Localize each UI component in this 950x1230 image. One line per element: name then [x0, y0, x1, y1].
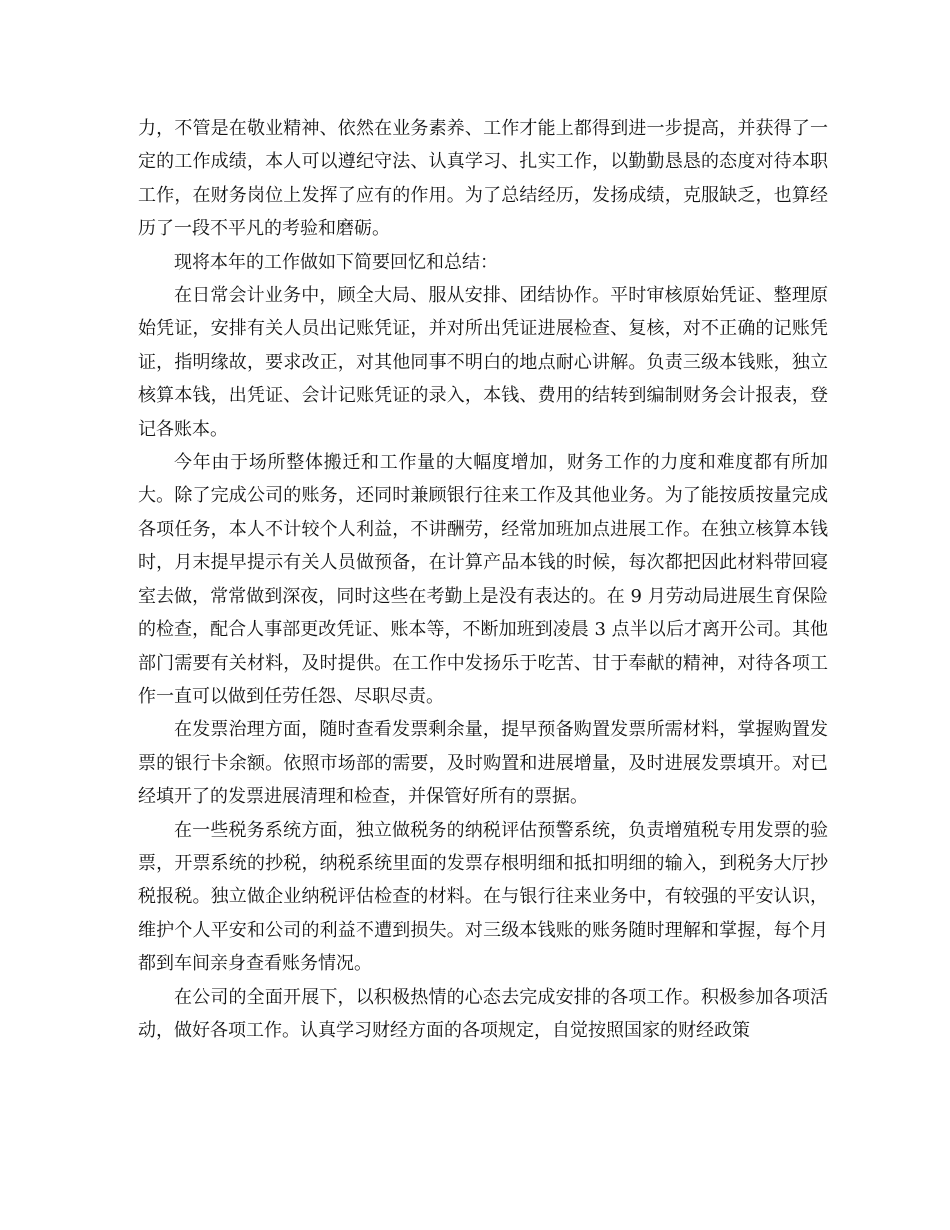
paragraph-continuation: 力，不管是在敬业精神、依然在业务素养、工作才能上都得到进一步提高，并获得了一定的工作成绩，本人可以遵纪守法、认真学习、扎实工作，以勤勤恳恳的态度对待本职工作，在财务岗位上发挥了应有的作用。为了总结经历，发扬成绩，克服缺乏，也算经历了一段不平凡的考验和磨砺。 — [138, 118, 828, 240]
paragraph-daily-accounting: 在日常会计业务中，顾全大局、服从安排、团结协作。平时审核原始凭证、整理原始凭证，安排有关人员出记账凭证，并对所出凭证进展检查、复核，对不正确的记账凭证，指明缘故，要求改正，对其他同事不明白的地点耐心讲解。负责三级本钱账，独立核算本钱，出凭证、会计记账凭证的录入，本钱、费用的结转到编制财务会计报表，登记各账本。 — [138, 285, 828, 440]
paragraph-company-development: 在公司的全面开展下，以积极热情的心态去完成安排的各项工作。积极参加各项活动，做好各项工作。认真学习财经方面的各项规定，自觉按照国家的财经政策 — [138, 986, 828, 1041]
paragraph-intro-summary: 现将本年的工作做如下简要回忆和总结： — [174, 251, 498, 273]
paragraph-tax-system: 在一些税务系统方面，独立做税务的纳税评估预警系统，负责增殖税专用发票的验票，开票系统的抄税，纳税系统里面的发票存根明细和抵扣明细的输入，到税务大厅抄税报税。独立做企业纳税评估检查的材料。在与银行往来业务中，有较强的平安认识，维护个人平安和公司的利益不遭到损失。对三级本钱账的账务随时理解和掌握，每个月都到车间亲身查看账务情况。 — [138, 819, 828, 975]
document-body — [138, 112, 828, 1047]
paragraph-invoice-management: 在发票治理方面，随时查看发票剩余量，提早预备购置发票所需材料，掌握购置发票的银行卡余额。依照市场部的需要，及时购置和进展增量，及时进展发票填开。对已经填开了的发票进展清理和检查，并保管好所有的票据。 — [138, 719, 828, 808]
paragraph-workload: 今年由于场所整体搬迁和工作量的大幅度增加，财务工作的力度和难度都有所加大。除了完成公司的账务，还同时兼顾银行往来工作及其他业务。为了能按质按量完成各项任务，本人不计较个人利益，不讲酬劳，经常加班加点进展工作。在独立核算本钱时，月末提早提示有关人员做预备，在计算产品本钱的时候，每次都把因此材料带回寝室去做，常常做到深夜，同时这些在考勤上是没有表达的。在 9 月劳动局进展生育保险的检查，配合人事部更改凭证、账本等，不断加班到凌晨 3 点半以后才离开公司。其他部门需要有关材料，及时提供。在工作中发扬乐于吃苦、甘于奉献的精神，对待各项工作一直可以做到任劳任怨、尽职尽责。 — [138, 452, 828, 707]
